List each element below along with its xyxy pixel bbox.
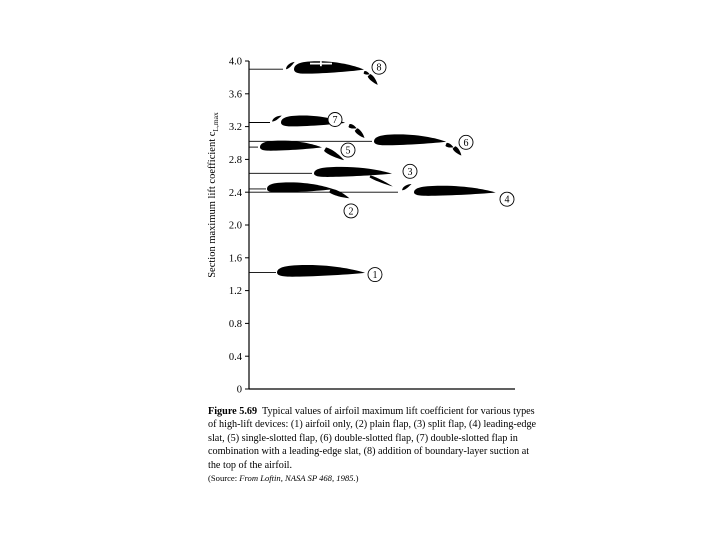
y-tick-label-3: 1.2 [228,286,242,298]
airfoil-1 [277,265,365,277]
y-tick-label-7: 2.8 [228,155,242,166]
label-4-number: 4 [504,194,510,206]
label-5-number: 5 [345,145,351,157]
airfoil-3 [314,167,392,177]
figure-caption [208,405,538,485]
flap-7a [348,124,357,131]
y-tick-label-9: 3.6 [228,89,242,101]
caption-source: (Source: From Loftin, NASA SP 468, 1985.) [208,473,359,484]
label-2-number: 2 [348,206,354,218]
airfoil-5 [260,141,322,151]
y-tick-label-8: 3.2 [228,122,242,134]
airfoil-6 [374,134,446,145]
slat-4 [401,183,413,190]
flap-8b [367,74,379,87]
flap-3 [369,175,393,188]
label-6-number: 6 [463,137,469,149]
y-tick-label-10: 4.0 [228,56,242,68]
caption-text: Typical values of airfoil maximum lift coefficient for various types of high-lift devices: (1) airfoil only, (2) plain flap, (3) split flap, (4) leading-edge slat, (5) single-slotted flap, (6) double-slotted flap, (7) double-slotted flap in combination with a leading-edge slat, (8) addition of boundary-layer suction at the top of the airfoil. [208,406,537,471]
y-tick-label-4: 1.6 [228,253,242,265]
y-tick-label-1: 0.4 [228,351,242,363]
y-tick-label-2: 0.8 [228,319,242,330]
slat-7 [271,115,283,122]
label-3-number: 3 [407,166,413,178]
flap-2 [329,188,350,201]
label-1-number: 1 [372,270,378,282]
y-axis-label-main: Section maximum lift coefficient c [207,131,218,278]
suction-duct-8 [320,61,322,66]
y-tick-label-5: 2.0 [228,220,242,232]
flap-7b [354,128,366,140]
caption-figure-number: Figure 5.69 [208,406,258,417]
flap-6a [445,142,454,149]
y-tick-label-0: 0 [236,384,242,396]
label-8-number: 8 [376,62,382,74]
y-tick-label-6: 2.4 [228,187,242,199]
airfoil-configurations [249,60,514,281]
y-axis-label-sub: L,max [211,112,220,132]
label-7-number: 7 [332,115,338,126]
airfoil-4 [414,186,496,196]
airfoil-2 [267,182,333,192]
caption-source-citation: From Loftin, NASA SP 468, 1985. [239,473,356,484]
y-axis-label [207,112,220,278]
y-axis [229,57,515,396]
